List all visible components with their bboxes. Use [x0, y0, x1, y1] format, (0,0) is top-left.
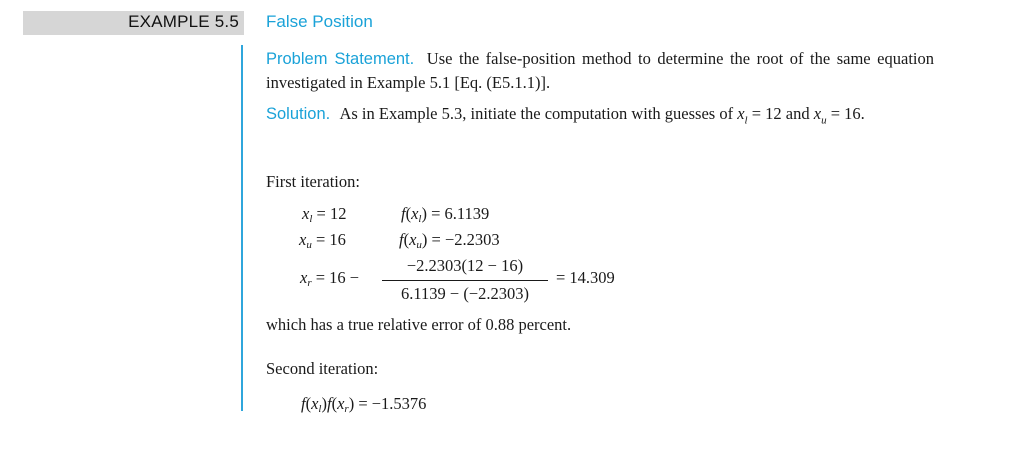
solution-paragraph: Solution. As in Example 5.3, initiate the computation with guesses of $x_l = 12$ and $x_u = 16$.	[266, 104, 865, 127]
eq-xu-value: = 16	[315, 230, 346, 249]
solution-xu-value: 16.	[844, 104, 865, 123]
first-iteration-label: First iteration:	[266, 172, 360, 191]
eq-xr-result: = 14.309	[556, 268, 615, 287]
example-title: False Position	[266, 12, 373, 31]
eq-xl-value: = 12	[316, 204, 347, 223]
fraction-bar	[382, 280, 548, 281]
eq-fxl: $f(x_l) = 6.1139$	[401, 204, 490, 225]
fraction-numerator: −2.2303(12 − 16)	[406, 256, 524, 275]
fraction-denominator: 6.1139 − (−2.2303)	[401, 284, 529, 303]
margin-rule	[241, 45, 243, 411]
example-number: EXAMPLE 5.5	[128, 12, 239, 31]
eq-fxu-value: = −2.2303	[431, 230, 500, 249]
eq-product: $f(x_l)f(x_r) = -1.5376$	[301, 394, 427, 415]
problem-text: Use the false-position method to determine the root of the same equation investigated in Example 5.1 [Eq. (E5.1.1)].	[266, 49, 934, 92]
solution-xl-value: 12	[765, 104, 782, 123]
solution-and: and	[785, 104, 810, 123]
second-iteration-label: Second iteration:	[266, 359, 379, 378]
eq-fxl-value: = 6.1139	[431, 204, 490, 223]
eq-xr: $x_r = 16$ −	[300, 268, 360, 289]
problem-heading: Problem Statement.	[266, 50, 415, 68]
eq-xl: $x_l = 12$	[302, 204, 347, 225]
error-statement: which has a true relative error of 0.88 percent.	[266, 315, 572, 334]
solution-text: As in Example 5.3, initiate the computation with guesses of	[339, 104, 734, 123]
problem-statement	[266, 47, 934, 94]
example-banner	[23, 11, 244, 35]
eq-fxu: $f(x_u) = -2.2303$	[399, 230, 500, 251]
eq-xu: $x_u = 16$	[299, 230, 346, 251]
xr-fraction	[382, 256, 548, 306]
solution-heading: Solution.	[266, 105, 331, 123]
eq-product-value: = −1.5376	[358, 394, 427, 413]
eq-xr-lhs: = 16 −	[315, 268, 360, 287]
